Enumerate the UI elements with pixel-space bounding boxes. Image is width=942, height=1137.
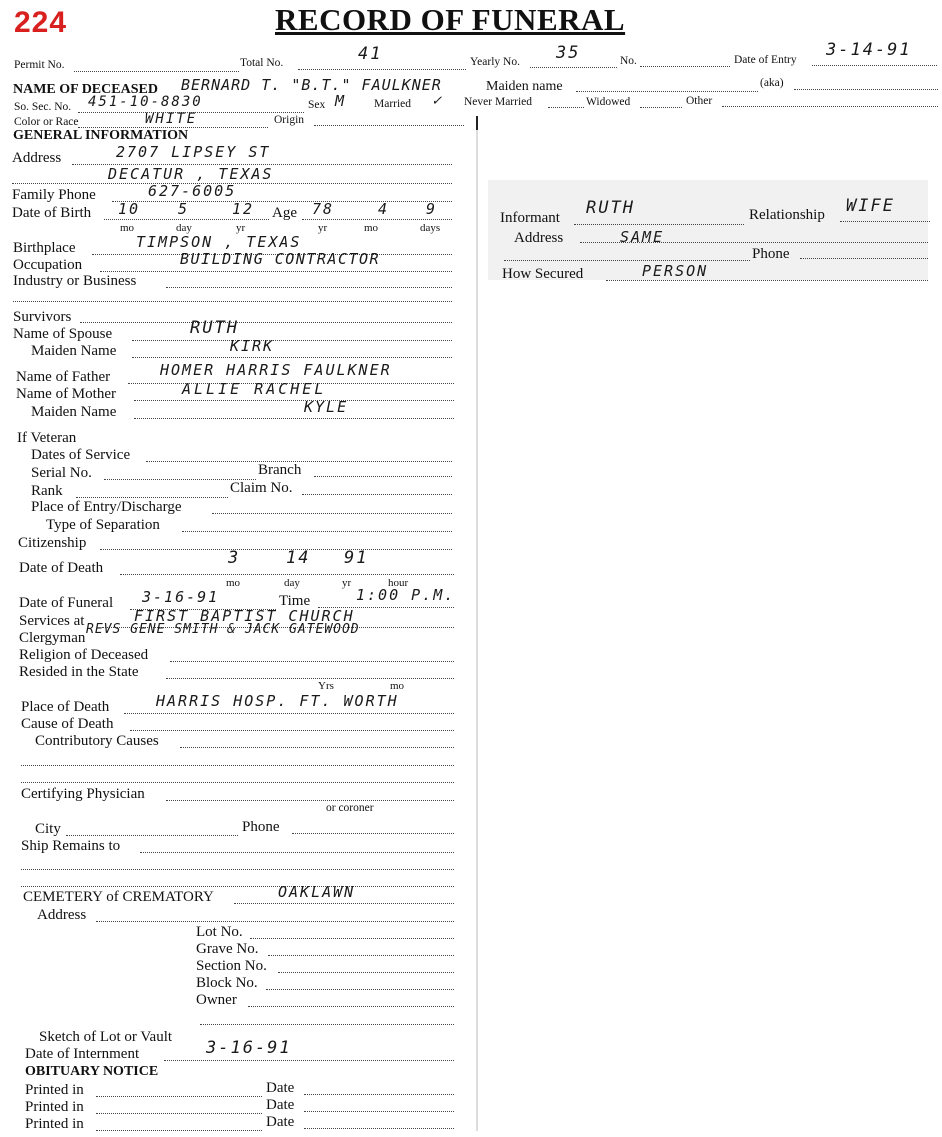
never-married-field[interactable]	[548, 107, 584, 108]
resided-mo-sub: mo	[390, 680, 405, 692]
address-line1: 2707 LIPSEY ST	[116, 143, 271, 161]
citizenship-label: Citizenship	[18, 535, 87, 551]
mother-value: ALLIE RACHEL	[182, 380, 327, 398]
cause-label: Cause of Death	[21, 716, 114, 732]
citizenship-field[interactable]	[100, 549, 452, 550]
aka-field[interactable]	[794, 89, 938, 90]
no-label: No.	[620, 55, 637, 67]
yearly-value: 35	[556, 43, 581, 63]
veteran-heading: If Veteran	[17, 430, 77, 446]
spouse-maiden-label: Maiden Name	[31, 343, 117, 359]
mother-label: Name of Mother	[16, 386, 116, 402]
mother-maiden-value: KYLE	[304, 398, 349, 416]
death-mo: 3	[228, 548, 241, 568]
never-married-label: Never Married	[464, 96, 533, 108]
ship-field-2[interactable]	[21, 869, 454, 870]
informant-address-field-2[interactable]	[504, 260, 750, 261]
contrib-field-2[interactable]	[21, 765, 454, 766]
death-day-sub: day	[284, 577, 300, 589]
dob-mo-sub: mo	[120, 222, 135, 234]
religion-label: Religion of Deceased	[19, 647, 149, 663]
contrib-field[interactable]	[180, 747, 454, 748]
informant-address-value: SAME	[620, 228, 665, 246]
ssn-label: So. Sec. No.	[14, 101, 72, 113]
dob-label: Date of Birth	[12, 205, 92, 221]
informant-phone-field[interactable]	[800, 258, 928, 259]
relationship-label: Relationship	[749, 207, 825, 223]
dob-mo: 10	[118, 200, 141, 218]
lot-label: Lot No.	[196, 924, 243, 940]
aka-label: (aka)	[760, 77, 784, 89]
phone-field[interactable]	[112, 201, 452, 202]
informant-phone-label: Phone	[752, 246, 790, 262]
industry-label: Industry or Business	[13, 273, 137, 289]
dob-day-sub: day	[176, 222, 192, 234]
entry-label: Date of Entry	[734, 54, 797, 66]
clergyman-label: Clergyman	[19, 630, 86, 646]
coroner-label: or coroner	[326, 802, 374, 814]
internment-label: Date of Internment	[25, 1046, 140, 1062]
death-day: 14	[286, 548, 311, 568]
page-title: RECORD OF FUNERAL	[275, 2, 626, 37]
mother-maiden-label: Maiden Name	[31, 404, 117, 420]
phone-value: 627-6005	[148, 182, 237, 200]
column-divider	[476, 116, 478, 1131]
phone-label: Family Phone	[12, 187, 96, 203]
widowed-label: Widowed	[586, 96, 631, 108]
origin-field[interactable]	[314, 125, 464, 126]
city-field[interactable]	[66, 835, 238, 836]
time-value: 1:00 P.M.	[356, 586, 456, 604]
resided-field[interactable]	[166, 678, 454, 679]
yearly-label: Yearly No.	[470, 56, 520, 68]
age-days: 9	[426, 200, 438, 218]
occupation-field[interactable]	[100, 271, 452, 272]
age-mo: 4	[378, 200, 390, 218]
color-label: Color or Race	[14, 116, 79, 128]
entry-field[interactable]	[812, 65, 937, 66]
date-label-3: Date	[266, 1114, 295, 1130]
informant-field[interactable]	[574, 224, 744, 225]
owner-field-2[interactable]	[200, 1024, 454, 1025]
entry-discharge-field[interactable]	[212, 513, 452, 514]
entry-value: 3-14-91	[826, 40, 912, 60]
city-label: City	[35, 821, 61, 837]
section-label: Section No.	[196, 958, 267, 974]
death-date-label: Date of Death	[19, 560, 104, 576]
relationship-field[interactable]	[840, 221, 930, 222]
spouse-maiden-field[interactable]	[132, 357, 452, 358]
address-line2: DECATUR , TEXAS	[108, 165, 274, 183]
printed-label-2: Printed in	[25, 1099, 84, 1115]
color-value: WHITE	[145, 111, 198, 127]
general-heading: GENERAL INFORMATION	[13, 128, 189, 143]
industry-field[interactable]	[166, 287, 452, 288]
permit-label: Permit No.	[14, 59, 65, 71]
date-label-2: Date	[266, 1097, 295, 1113]
separation-label: Type of Separation	[46, 517, 160, 533]
cause-field[interactable]	[130, 730, 454, 731]
death-mo-sub: mo	[226, 577, 241, 589]
spouse-field[interactable]	[132, 340, 452, 341]
dob-yr: 12	[232, 200, 255, 218]
mother-field[interactable]	[134, 400, 454, 401]
dob-day: 5	[178, 200, 190, 218]
informant-value: RUTH	[586, 198, 635, 218]
father-value: HOMER HARRIS FAULKNER	[160, 361, 392, 379]
other-field[interactable]	[722, 106, 938, 107]
printed-label-1: Printed in	[25, 1082, 84, 1098]
place-of-death-field[interactable]	[124, 713, 454, 714]
age-days-sub: days	[420, 222, 441, 234]
owner-label: Owner	[196, 992, 237, 1008]
informant-label: Informant	[500, 210, 560, 226]
grave-label: Grave No.	[196, 941, 259, 957]
services-label: Services at	[19, 613, 85, 629]
service-dates-label: Dates of Service	[31, 447, 131, 463]
sketch-label: Sketch of Lot or Vault	[39, 1029, 173, 1045]
origin-label: Origin	[274, 114, 305, 126]
rank-label: Rank	[31, 483, 63, 499]
other-label: Other	[686, 95, 713, 107]
no-field[interactable]	[640, 66, 730, 67]
owner-field[interactable]	[248, 1006, 454, 1007]
name-label: NAME OF DECEASED	[13, 82, 158, 97]
total-field[interactable]	[298, 69, 466, 70]
survivors-field[interactable]	[80, 322, 452, 323]
page-number: 224	[14, 6, 68, 39]
birthplace-value: TIMPSON , TEXAS	[136, 233, 302, 251]
secured-label: How Secured	[502, 266, 584, 282]
printed-field-1[interactable]	[96, 1096, 262, 1097]
total-value: 41	[358, 44, 383, 64]
claim-label: Claim No.	[230, 480, 293, 496]
dob-field[interactable]	[104, 219, 269, 220]
total-label: Total No.	[240, 57, 284, 69]
dob-yr-sub: yr	[236, 222, 246, 234]
clergyman-value: REVS GENE SMITH & JACK GATEWOOD	[86, 622, 360, 637]
relationship-value: WIFE	[846, 196, 895, 216]
maiden-name-label: Maiden name	[486, 79, 563, 94]
date-field-3[interactable]	[304, 1128, 454, 1129]
column-divider-top	[476, 116, 478, 130]
lot-field[interactable]	[250, 938, 454, 939]
cemetery-value: OAKLAWN	[278, 883, 356, 901]
rank-field[interactable]	[76, 497, 228, 498]
date-label-1: Date	[266, 1080, 295, 1096]
ship-field-3[interactable]	[21, 886, 454, 887]
printed-label-3: Printed in	[25, 1116, 84, 1132]
physician-field[interactable]	[166, 800, 454, 801]
death-hour-sub: hour	[388, 577, 409, 589]
printed-field-2[interactable]	[96, 1113, 262, 1114]
cemetery-label: CEMETERY of CREMATORY	[23, 889, 214, 905]
yearly-field[interactable]	[530, 67, 617, 68]
age-field[interactable]	[302, 219, 452, 220]
industry-field-2[interactable]	[13, 301, 452, 302]
maiden-name-field[interactable]	[576, 91, 758, 92]
time-label: Time	[279, 593, 311, 609]
section-field[interactable]	[278, 972, 454, 973]
married-check: ✓	[432, 91, 444, 109]
resided-yrs-sub: Yrs	[318, 680, 334, 692]
cemetery-field[interactable]	[234, 903, 454, 904]
widowed-field[interactable]	[640, 107, 682, 108]
father-label: Name of Father	[16, 369, 111, 385]
spouse-value: RUTH	[190, 318, 239, 338]
internment-value: 3-16-91	[206, 1038, 292, 1058]
age-yr-sub: yr	[318, 222, 328, 234]
sex-label: Sex	[308, 99, 326, 111]
block-field[interactable]	[266, 989, 454, 990]
separation-field[interactable]	[182, 531, 452, 532]
internment-field[interactable]	[164, 1060, 454, 1061]
obituary-heading: OBITUARY NOTICE	[25, 1064, 159, 1079]
secured-field[interactable]	[606, 280, 928, 281]
married-label: Married	[374, 98, 412, 110]
address-label: Address	[12, 150, 62, 166]
ship-field[interactable]	[140, 852, 454, 853]
informant-address-label: Address	[514, 230, 564, 246]
services-value: FIRST BAPTIST CHURCH	[134, 607, 355, 625]
physician-label: Certifying Physician	[21, 786, 145, 802]
permit-field[interactable]	[74, 71, 239, 72]
mother-maiden-field[interactable]	[134, 418, 454, 419]
spouse-label: Name of Spouse	[13, 326, 113, 342]
cemetery-address-label: Address	[37, 907, 87, 923]
date-field-2[interactable]	[304, 1111, 454, 1112]
occupation-label: Occupation	[13, 257, 83, 273]
funeral-label: Date of Funeral	[19, 595, 114, 611]
contrib-label: Contributory Causes	[35, 733, 159, 749]
birthplace-label: Birthplace	[13, 240, 76, 256]
place-of-death-label: Place of Death	[21, 699, 110, 715]
contrib-field-3[interactable]	[21, 782, 454, 783]
secured-value: PERSON	[642, 262, 709, 280]
age-yr: 78	[312, 200, 335, 218]
death-date-field[interactable]	[120, 574, 454, 575]
serial-label: Serial No.	[31, 465, 92, 481]
sex-value: M	[335, 92, 347, 110]
religion-field[interactable]	[170, 661, 454, 662]
printed-field-3[interactable]	[96, 1130, 262, 1131]
resided-label: Resided in the State	[19, 664, 139, 680]
name-value: BERNARD T. "B.T." FAULKNER	[181, 76, 442, 94]
cemetery-address-field[interactable]	[96, 921, 454, 922]
age-mo-sub: mo	[364, 222, 379, 234]
date-field-1[interactable]	[304, 1094, 454, 1095]
place-of-death-value: HARRIS HOSP. FT. WORTH	[156, 692, 399, 710]
ship-label: Ship Remains to	[21, 838, 121, 854]
age-label: Age	[272, 205, 297, 221]
city-phone-field[interactable]	[292, 833, 454, 834]
occupation-value: BUILDING CONTRACTOR	[180, 250, 381, 268]
entry-discharge-label: Place of Entry/Discharge	[31, 499, 182, 515]
grave-field[interactable]	[268, 955, 454, 956]
ssn-value: 451-10-8830	[88, 94, 203, 110]
branch-label: Branch	[258, 462, 302, 478]
branch-field[interactable]	[314, 476, 452, 477]
death-yr-sub: yr	[342, 577, 352, 589]
block-label: Block No.	[196, 975, 258, 991]
funeral-value: 3-16-91	[142, 588, 220, 606]
death-yr: 91	[344, 548, 369, 568]
city-phone-label: Phone	[242, 819, 280, 835]
survivors-label: Survivors	[13, 309, 72, 325]
spouse-maiden-value: KIRK	[230, 337, 275, 355]
claim-field[interactable]	[302, 494, 452, 495]
